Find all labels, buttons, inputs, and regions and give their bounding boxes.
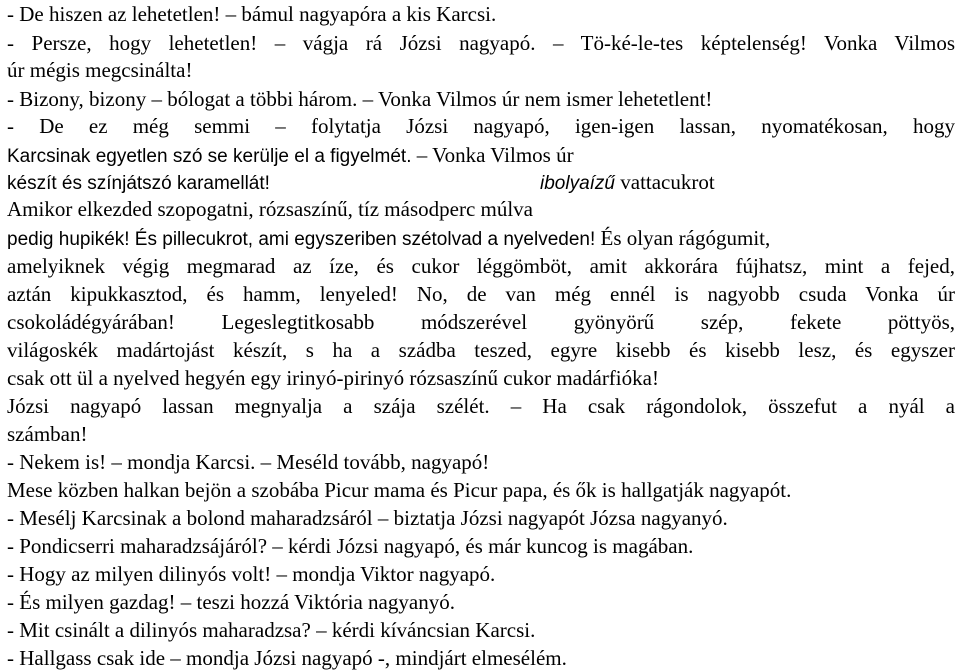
text-line-mixed — [540, 169, 715, 196]
text-line: számban! — [7, 422, 88, 446]
text-segment: vattacukrot — [620, 170, 715, 194]
text-segment: És pillecukrot, ami egyszeriben szétolvad a nyelveden! — [134, 229, 596, 250]
text-line: aztán kipukkasztod, és hamm, lenyeled! No, de van még ennél is nagyobb csuda Vonka úr — [7, 282, 955, 306]
text-line-mixed — [7, 225, 955, 252]
text-segment: Karcsinak egyetlen szó se kerülje el a figyelmét. — [7, 146, 412, 167]
text-line: amelyiknek végig megmarad az íze, és cukor léggömböt, amit akkorára fújhatsz, mint a fejed, — [7, 254, 955, 278]
text-line: Mese közben halkan bejön a szobába Picur mama és Picur papa, és ők is hallgatják nagyapót. — [7, 478, 792, 502]
text-segment: készít és színjátszó karamellát! — [7, 173, 270, 194]
text-line-mixed — [7, 196, 955, 223]
text-line: - És milyen gazdag! – teszi hozzá Viktória nagyanyó. — [7, 590, 455, 614]
text-line: - Hogy az milyen dilinyós volt! – mondja Viktor nagyapó. — [7, 562, 496, 586]
text-line: csak ott ül a nyelved hegyén egy irinyó-pirinyó rózsaszínű cukor madárfióka! — [7, 366, 659, 390]
text-line: világoskék madártojást készít, s ha a szádba teszed, egyre kisebb és kisebb lesz, és egyszer — [7, 338, 955, 362]
text-line: csokoládégyárában! Legeslegtitkosabb módszerével gyönyörű szép, fekete pöttyös, — [7, 310, 955, 334]
text-line: - Pondicserri maharadzsájáról? – kérdi Józsi nagyapó, és már kuncog is magában. — [7, 534, 694, 558]
text-line: - Mesélj Karcsinak a bolond maharadzsáról – biztatja Józsi nagyapót Józsa nagyanyó. — [7, 506, 728, 530]
text-segment: pedig hupikék! — [7, 229, 130, 250]
text-line: úr mégis megcsinálta! — [7, 58, 193, 82]
text-line-mixed — [7, 169, 527, 196]
text-line: - Persze, hogy lehetetlen! – vágja rá Józsi nagyapó. – Tö-ké-le-tes képtelenség! Vonka Vilmos — [7, 31, 955, 55]
text-line: - Hallgass csak ide – mondja Józsi nagyapó -, mindjárt elmesélém. — [7, 646, 567, 670]
text-segment: És olyan rágógumit, — [600, 226, 771, 250]
text-line: - De hiszen az lehetetlen! – bámul nagyapóra a kis Karcsi. — [7, 2, 497, 26]
text-line: Józsi nagyapó lassan megnyalja a szája szélét. – Ha csak rágondolok, összefut a nyál a — [7, 394, 955, 418]
text-line: - Bizony, bizony – bólogat a többi három. – Vonka Vilmos úr nem ismer lehetetlent! — [7, 87, 713, 111]
text-line: - Nekem is! – mondja Karcsi. – Meséld tovább, nagyapó! — [7, 450, 490, 474]
text-segment: Amikor elkezded szopogatni, rózsaszínű, tíz másodperc múlva — [7, 197, 534, 221]
text-segment: – Vonka Vilmos úr — [416, 143, 574, 167]
italic-word: ibolyaízű — [540, 173, 615, 194]
text-line-mixed — [7, 142, 955, 169]
text-line: - De ez még semmi – folytatja Józsi nagyapó, igen-igen lassan, nyomatékosan, hogy — [7, 114, 955, 138]
text-line: - Mit csinált a dilinyós maharadzsa? – kérdi kíváncsian Karcsi. — [7, 618, 536, 642]
